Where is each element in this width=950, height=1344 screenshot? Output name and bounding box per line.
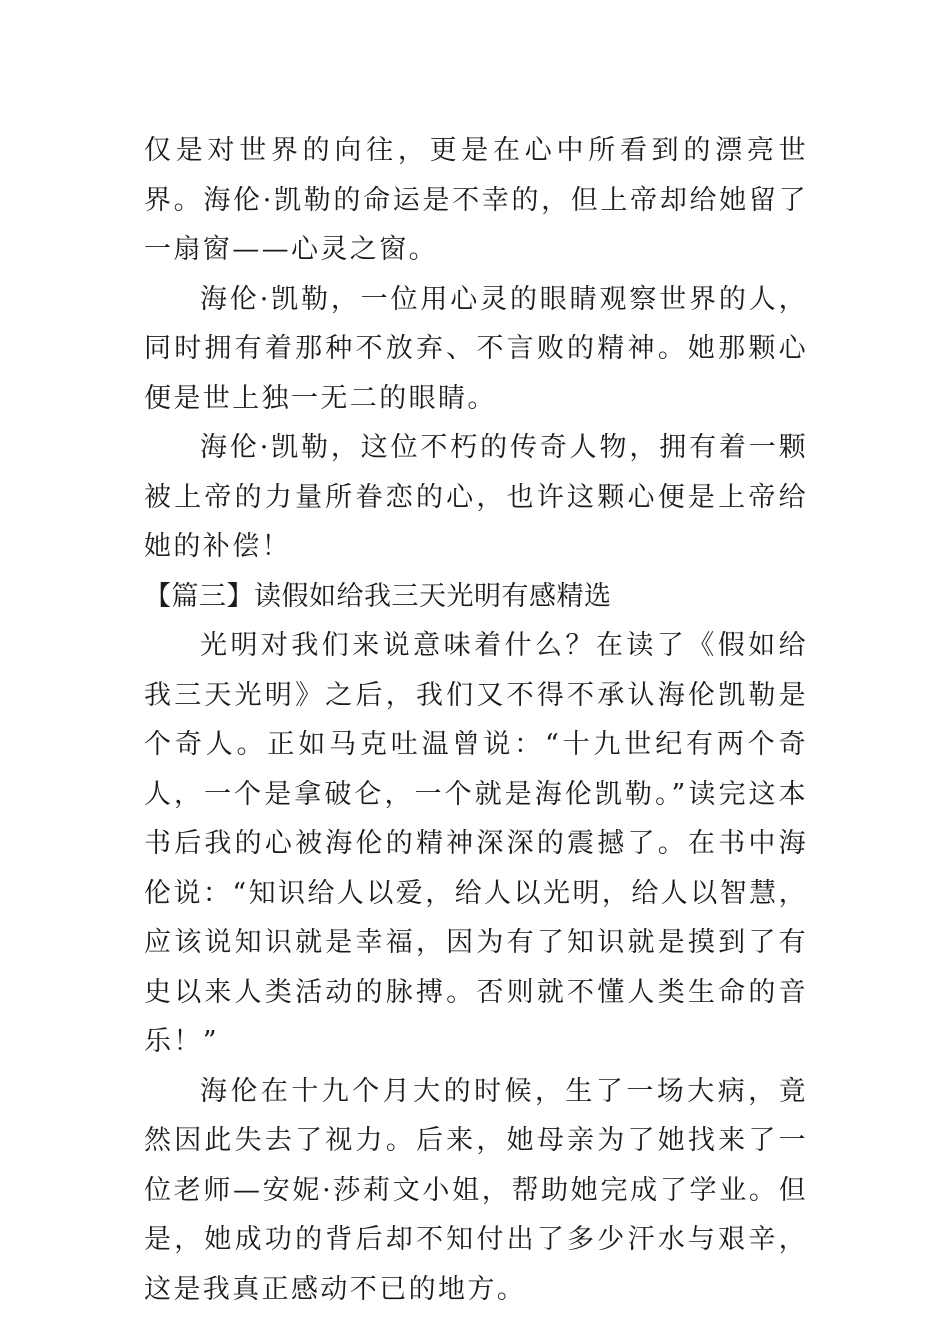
paragraph: 光明对我们来说意味着什么？在读了《假如给我三天光明》之后，我们又不得不承认海伦凯勒是个奇人。正如马克吐温曾说：“十九世纪有两个奇人，一个是拿破仑，一个就是海伦凯勒。”读完这本书后我的心被海伦的精神深深的震撼了。在书中海伦说：“知识给人以爱，给人以光明，给人以智慧，应该说知识就是幸福，因为有了知识就是摸到了有史以来人类活动的脉搏。否则就不懂人类生命的音乐！”: [144, 630, 808, 1057]
paragraph: 海伦在十九个月大的时候，生了一场大病，竟然因此失去了视力。后来，她母亲为了她找来了一位老师—安妮·莎莉文小姐，帮助她完成了学业。但是，她成功的背后却不知付出了多少汗水与艰辛，这是我真正感动不已的地方。: [144, 1075, 808, 1305]
paragraph: 海伦·凯勒，这位不朽的传奇人物，拥有着一颗被上帝的力量所眷恋的心，也许这颗心便是上帝给她的补偿！: [144, 432, 808, 562]
section-heading: 【篇三】读假如给我三天光明有感精选: [144, 580, 612, 612]
paragraph-continuation: 仅是对世界的向往，更是在心中所看到的漂亮世界。海伦·凯勒的命运是不幸的，但上帝却给她留了一扇窗——心灵之窗。: [144, 135, 808, 265]
paragraph: 海伦·凯勒，一位用心灵的眼睛观察世界的人，同时拥有着那种不放弃、不言败的精神。她那颗心便是世上独一无二的眼睛。: [144, 283, 808, 414]
document-body: [144, 126, 808, 1314]
